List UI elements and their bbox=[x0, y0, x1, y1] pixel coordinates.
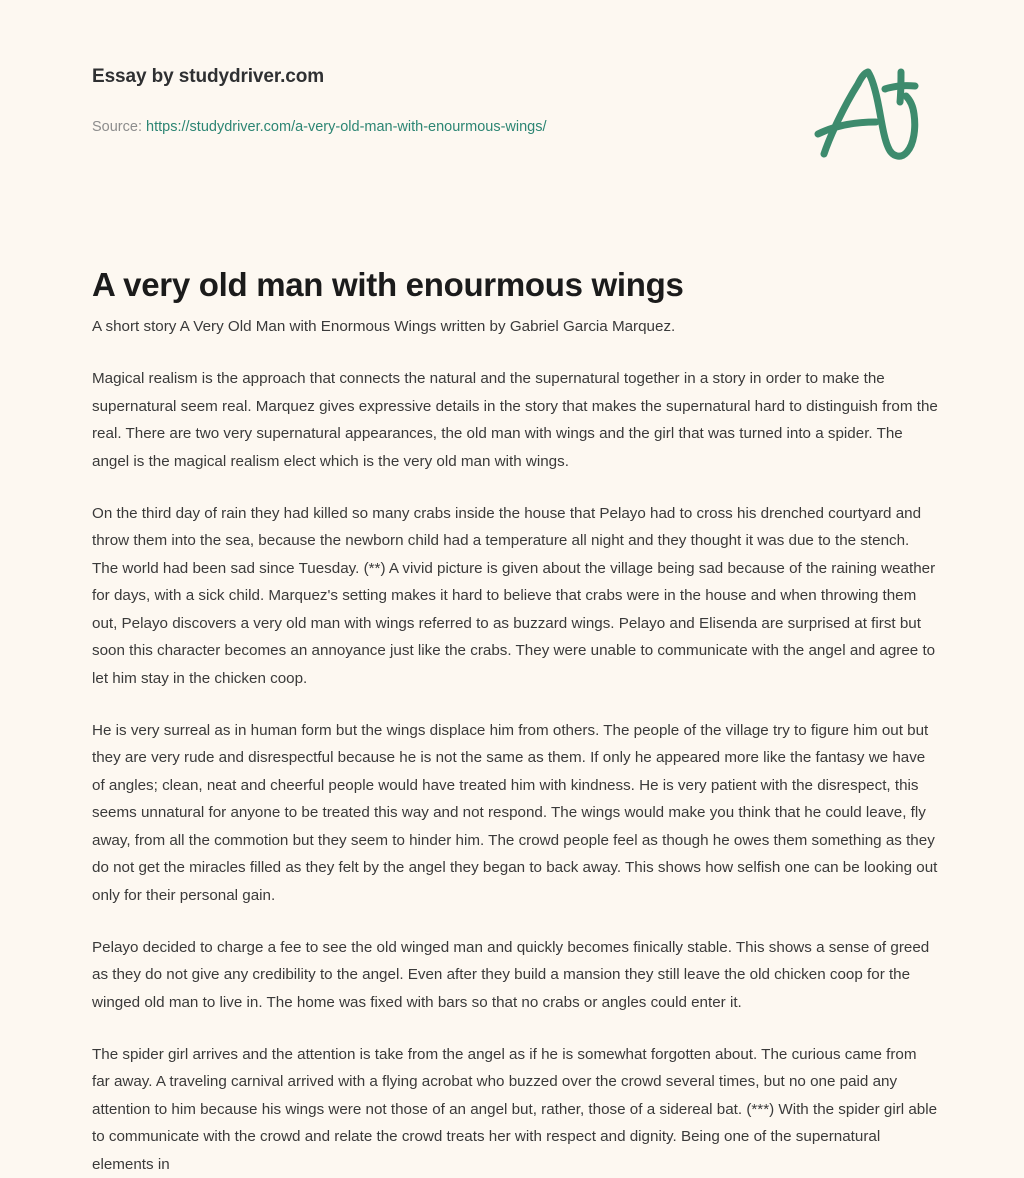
body-paragraph: A short story A Very Old Man with Enormous Wings written by Gabriel Garcia Marquez. bbox=[92, 313, 938, 341]
source-line bbox=[92, 119, 547, 135]
document-body bbox=[92, 313, 938, 1178]
page-title: A very old man with enourmous wings bbox=[92, 265, 952, 305]
body-paragraph: The spider girl arrives and the attention is take from the angel as if he is somewhat forgotten about. The curious came from far away. A traveling carnival arrived with a flying acrobat who buzzed over the crowd several times, but no one paid any attention to him because his wings were not those of an angel but, rather, those of a sidereal bat. (***) With the spider girl able to communicate with the crowd and relate the crowd treats her with respect and dignity. Being one of the supernatural elements in bbox=[92, 1041, 938, 1178]
a-plus-logo-icon bbox=[806, 62, 928, 166]
body-paragraph: He is very surreal as in human form but the wings displace him from others. The people of the village try to figure him out but they are very rude and disrespectful because he is not the same as them. If only he appeared more like the fantasy we have of angles; clean, neat and cheerful people would have treated him with kindness. He is very patient with the disrespect, this seems unnatural for anyone to be treated this way and not respond. The wings would make you think that he could leave, fly away, from all the commotion but they seem to hinder him. The crowd people feel as though he owes them something as they do not get the miracles filled as they felt by the angel they began to back away. This shows how selfish one can be looking out only for their personal gain. bbox=[92, 717, 938, 910]
body-paragraph: Pelayo decided to charge a fee to see the old winged man and quickly becomes finically stable. This shows a sense of greed as they do not give any credibility to the angel. Even after they build a mansion they still leave the old chicken coop for the winged old man to live in. The home was fixed with bars so that no crabs or angles could enter it. bbox=[92, 934, 938, 1017]
brand-attribution: Essay by studydriver.com bbox=[92, 66, 324, 88]
body-paragraph: On the third day of rain they had killed so many crabs inside the house that Pelayo had to cross his drenched courtyard and throw them into the sea, because the newborn child had a temperature all night and they thought it was due to the stench. The world had been sad since Tuesday. (**) A vivid picture is given about the village being sad because of the raining weather for days, with a sick child. Marquez's setting makes it hard to believe that crabs were in the house and when throwing them out, Pelayo discovers a very old man with wings referred to as buzzard wings. Pelayo and Elisenda are surprised at first but soon this character becomes an annoyance just like the crabs. They were unable to communicate with the angel and agree to let him stay in the chicken coop. bbox=[92, 500, 938, 693]
source-label: Source: bbox=[92, 119, 142, 135]
studydriver-a-plus-logo bbox=[806, 62, 928, 166]
body-paragraph: Magical realism is the approach that connects the natural and the supernatural together in a story in order to make the supernatural seem real. Marquez gives expressive details in the story that makes the supernatural hard to distinguish from the real. There are two very supernatural appearances, the old man with wings and the girl that was turned into a spider. The angel is the magical realism elect which is the very old man with wings. bbox=[92, 365, 938, 475]
document-header bbox=[0, 0, 1024, 190]
source-url-link[interactable]: https://studydriver.com/a-very-old-man-with-enourmous-wings/ bbox=[146, 119, 547, 135]
